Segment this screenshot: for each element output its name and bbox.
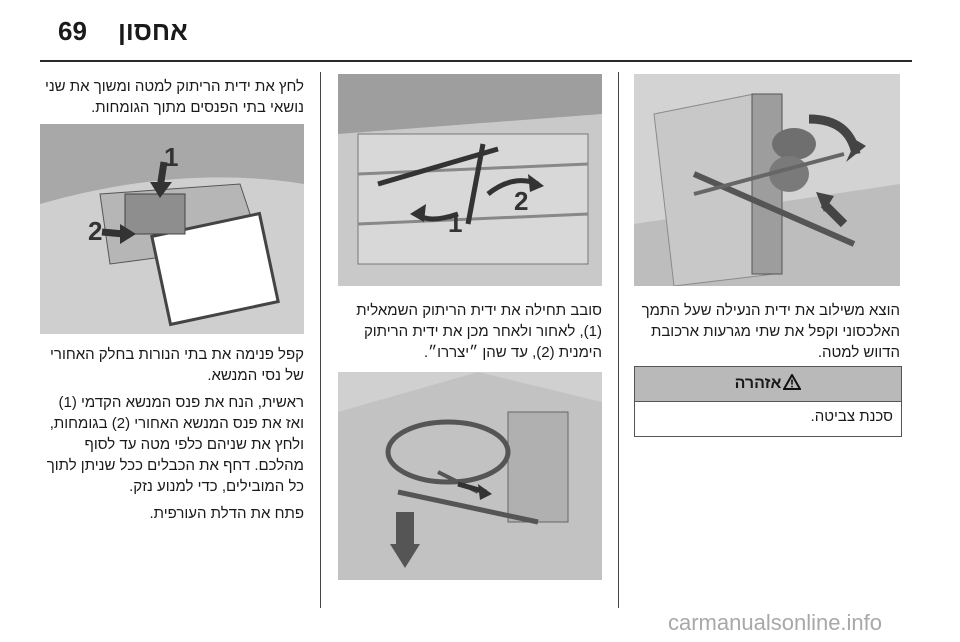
left-paragraph-4: פתח את הדלת העורפית. — [149, 505, 304, 522]
middle-paragraph — [338, 300, 602, 369]
callout-1-label: 1 — [448, 208, 463, 238]
lamp-release-illustration — [338, 372, 602, 580]
lever-illustration — [338, 74, 602, 286]
left-paragraph-3: ראשית, הנח את פנס המנשא הקדמי (1) ואז את פנס המנשא האחורי (2) בגומחות, ולחץ את שניהם כלפי מטה עד לסוף מהלכם. דחף את הכבלים ככל שניתן לתוך כל המובילים, כדי למנוע נזק. — [46, 394, 304, 495]
callout-1-label-left: 1 — [164, 142, 179, 172]
callout-2-label: 2 — [514, 186, 529, 216]
lever-instructions: סובב תחילה את ידית הריתוק השמאלית (1), לאחור ולאחר מכן את ידית הריתוק הימנית (2), עד שהן ״יצררו״. — [356, 302, 602, 361]
left-paragraph-1: לחץ את ידית הריתוק למטה ומשוך את שני נושאי בתי הפנסים מתוך הגומחות. — [44, 78, 304, 116]
page-number: 69 — [58, 16, 87, 46]
left-paragraph-2: קפל פנימה את בתי הנורות בחלק האחורי של נסי המנשא. — [50, 346, 304, 384]
right-paragraph — [634, 300, 900, 369]
left-body — [40, 344, 304, 530]
header-rule — [40, 60, 912, 62]
column-divider-right — [618, 72, 619, 608]
warning-header — [635, 367, 901, 402]
watermark: carmanualsonline.info — [668, 610, 883, 635]
chapter-title: אחסון — [118, 16, 188, 46]
jack-illustration — [634, 74, 900, 286]
lamp-release-figure — [338, 372, 602, 580]
jack-instructions: הוצא משילוב את ידית הנעילה שעל התמך האלכסוני וקפל את שתי מגרעות ארכובת הדווש למטה. — [641, 302, 900, 361]
jack-figure — [634, 74, 900, 286]
lever-figure — [338, 74, 602, 286]
lamp-carrier-figure — [40, 124, 304, 334]
warning-box — [634, 366, 902, 437]
warning-body: סכנת צביטה. — [635, 402, 901, 436]
left-intro — [40, 76, 304, 124]
column-divider-left — [320, 72, 321, 608]
callout-2-label-left: 2 — [88, 216, 103, 246]
warning-title: אזהרה — [734, 375, 782, 392]
lamp-carrier-illustration — [40, 124, 304, 334]
warning-triangle-icon — [783, 374, 801, 395]
page-header — [0, 0, 960, 60]
